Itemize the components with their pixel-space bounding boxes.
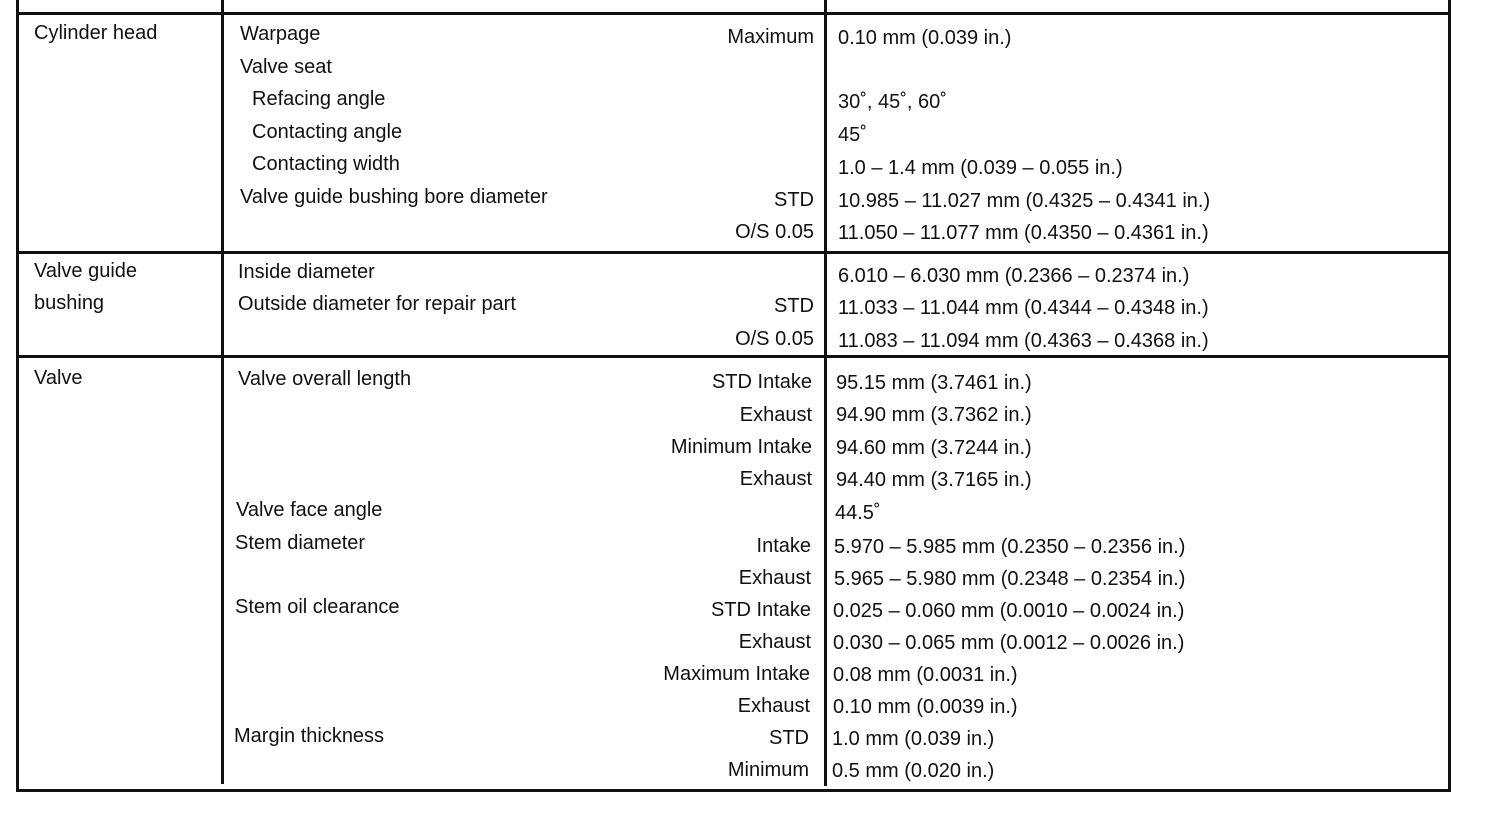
- column-divider-2: [824, 0, 827, 786]
- spec-condition: Maximum: [727, 26, 814, 48]
- spec-value: 94.60 mm (3.7244 in.): [836, 437, 1032, 459]
- spec-value: 0.5 mm (0.020 in.): [832, 760, 995, 782]
- spec-item: Margin thickness: [234, 725, 385, 747]
- spec-condition: Intake: [756, 535, 811, 557]
- spec-value: 0.030 – 0.065 mm (0.0012 – 0.0026 in.): [833, 632, 1185, 654]
- spec-subitem: Contacting angle: [252, 121, 403, 143]
- spec-item: Outside diameter for repair part: [238, 293, 516, 315]
- spec-value: 94.40 mm (3.7165 in.): [836, 469, 1032, 491]
- spec-value: 94.90 mm (3.7362 in.): [836, 404, 1032, 426]
- header-rule: [16, 12, 1451, 15]
- spec-value: 0.10 mm (0.039 in.): [838, 27, 1012, 49]
- spec-condition: Minimum Intake: [670, 436, 812, 458]
- spec-condition: STD: [774, 189, 814, 211]
- spec-item: Valve guide bushing bore diameter: [240, 186, 548, 208]
- column-divider-1: [221, 0, 224, 784]
- spec-subitem: Refacing angle: [252, 88, 386, 110]
- table-border-right: [1448, 0, 1451, 792]
- spec-item: Valve seat: [240, 56, 332, 78]
- category-valve-guide-bushing-line2: bushing: [34, 292, 105, 314]
- spec-condition: O/S 0.05: [735, 221, 814, 243]
- spec-condition: Exhaust: [738, 631, 811, 653]
- spec-value: 10.985 – 11.027 mm (0.4325 – 0.4341 in.): [838, 190, 1211, 212]
- spec-value: 11.083 – 11.094 mm (0.4363 – 0.4368 in.): [838, 330, 1209, 352]
- table-border-bottom: [16, 789, 1451, 792]
- spec-condition: Exhaust: [739, 468, 812, 490]
- spec-value: 44.5˚: [835, 502, 881, 524]
- spec-condition: STD Intake: [710, 599, 811, 621]
- section-rule-2: [16, 355, 1451, 358]
- category-valve-guide-bushing: Valve guide: [34, 260, 138, 282]
- spec-item: Inside diameter: [238, 261, 375, 283]
- spec-value: 5.965 – 5.980 mm (0.2348 – 0.2354 in.): [834, 568, 1186, 590]
- spec-condition: STD: [769, 727, 809, 749]
- spec-item: Stem oil clearance: [235, 596, 400, 618]
- table-border-left: [16, 0, 19, 792]
- spec-item: Stem diameter: [235, 532, 366, 554]
- category-cylinder-head: Cylinder head: [34, 22, 158, 44]
- spec-item: Warpage: [240, 23, 321, 45]
- section-rule-1: [16, 251, 1451, 254]
- spec-value: 5.970 – 5.985 mm (0.2350 – 0.2356 in.): [834, 536, 1186, 558]
- spec-value: 1.0 mm (0.039 in.): [832, 728, 995, 750]
- spec-value: 30˚, 45˚, 60˚: [838, 91, 947, 113]
- spec-value: 45˚: [838, 124, 867, 146]
- spec-item: Valve overall length: [238, 368, 412, 390]
- spec-condition: Exhaust: [739, 404, 812, 426]
- spec-value: 0.08 mm (0.0031 in.): [833, 664, 1018, 686]
- spec-condition: Minimum: [727, 759, 809, 781]
- spec-condition: O/S 0.05: [735, 328, 814, 350]
- spec-condition: STD: [774, 295, 814, 317]
- spec-value: 11.033 – 11.044 mm (0.4344 – 0.4348 in.): [838, 297, 1209, 319]
- spec-value: 6.010 – 6.030 mm (0.2366 – 0.2374 in.): [838, 265, 1190, 287]
- spec-value: 0.10 mm (0.0039 in.): [833, 696, 1018, 718]
- spec-value: 0.025 – 0.060 mm (0.0010 – 0.0024 in.): [833, 600, 1185, 622]
- spec-value: 95.15 mm (3.7461 in.): [836, 372, 1032, 394]
- category-valve: Valve: [34, 367, 83, 389]
- spec-condition: STD Intake: [711, 371, 812, 393]
- spec-value: 11.050 – 11.077 mm (0.4350 – 0.4361 in.): [838, 222, 1209, 244]
- spec-condition: Exhaust: [738, 567, 811, 589]
- spec-value: 1.0 – 1.4 mm (0.039 – 0.055 in.): [838, 157, 1123, 179]
- spec-condition: Exhaust: [737, 695, 810, 717]
- spec-condition: Maximum Intake: [663, 663, 810, 685]
- spec-subitem: Contacting width: [252, 153, 400, 175]
- spec-item: Valve face angle: [236, 499, 383, 521]
